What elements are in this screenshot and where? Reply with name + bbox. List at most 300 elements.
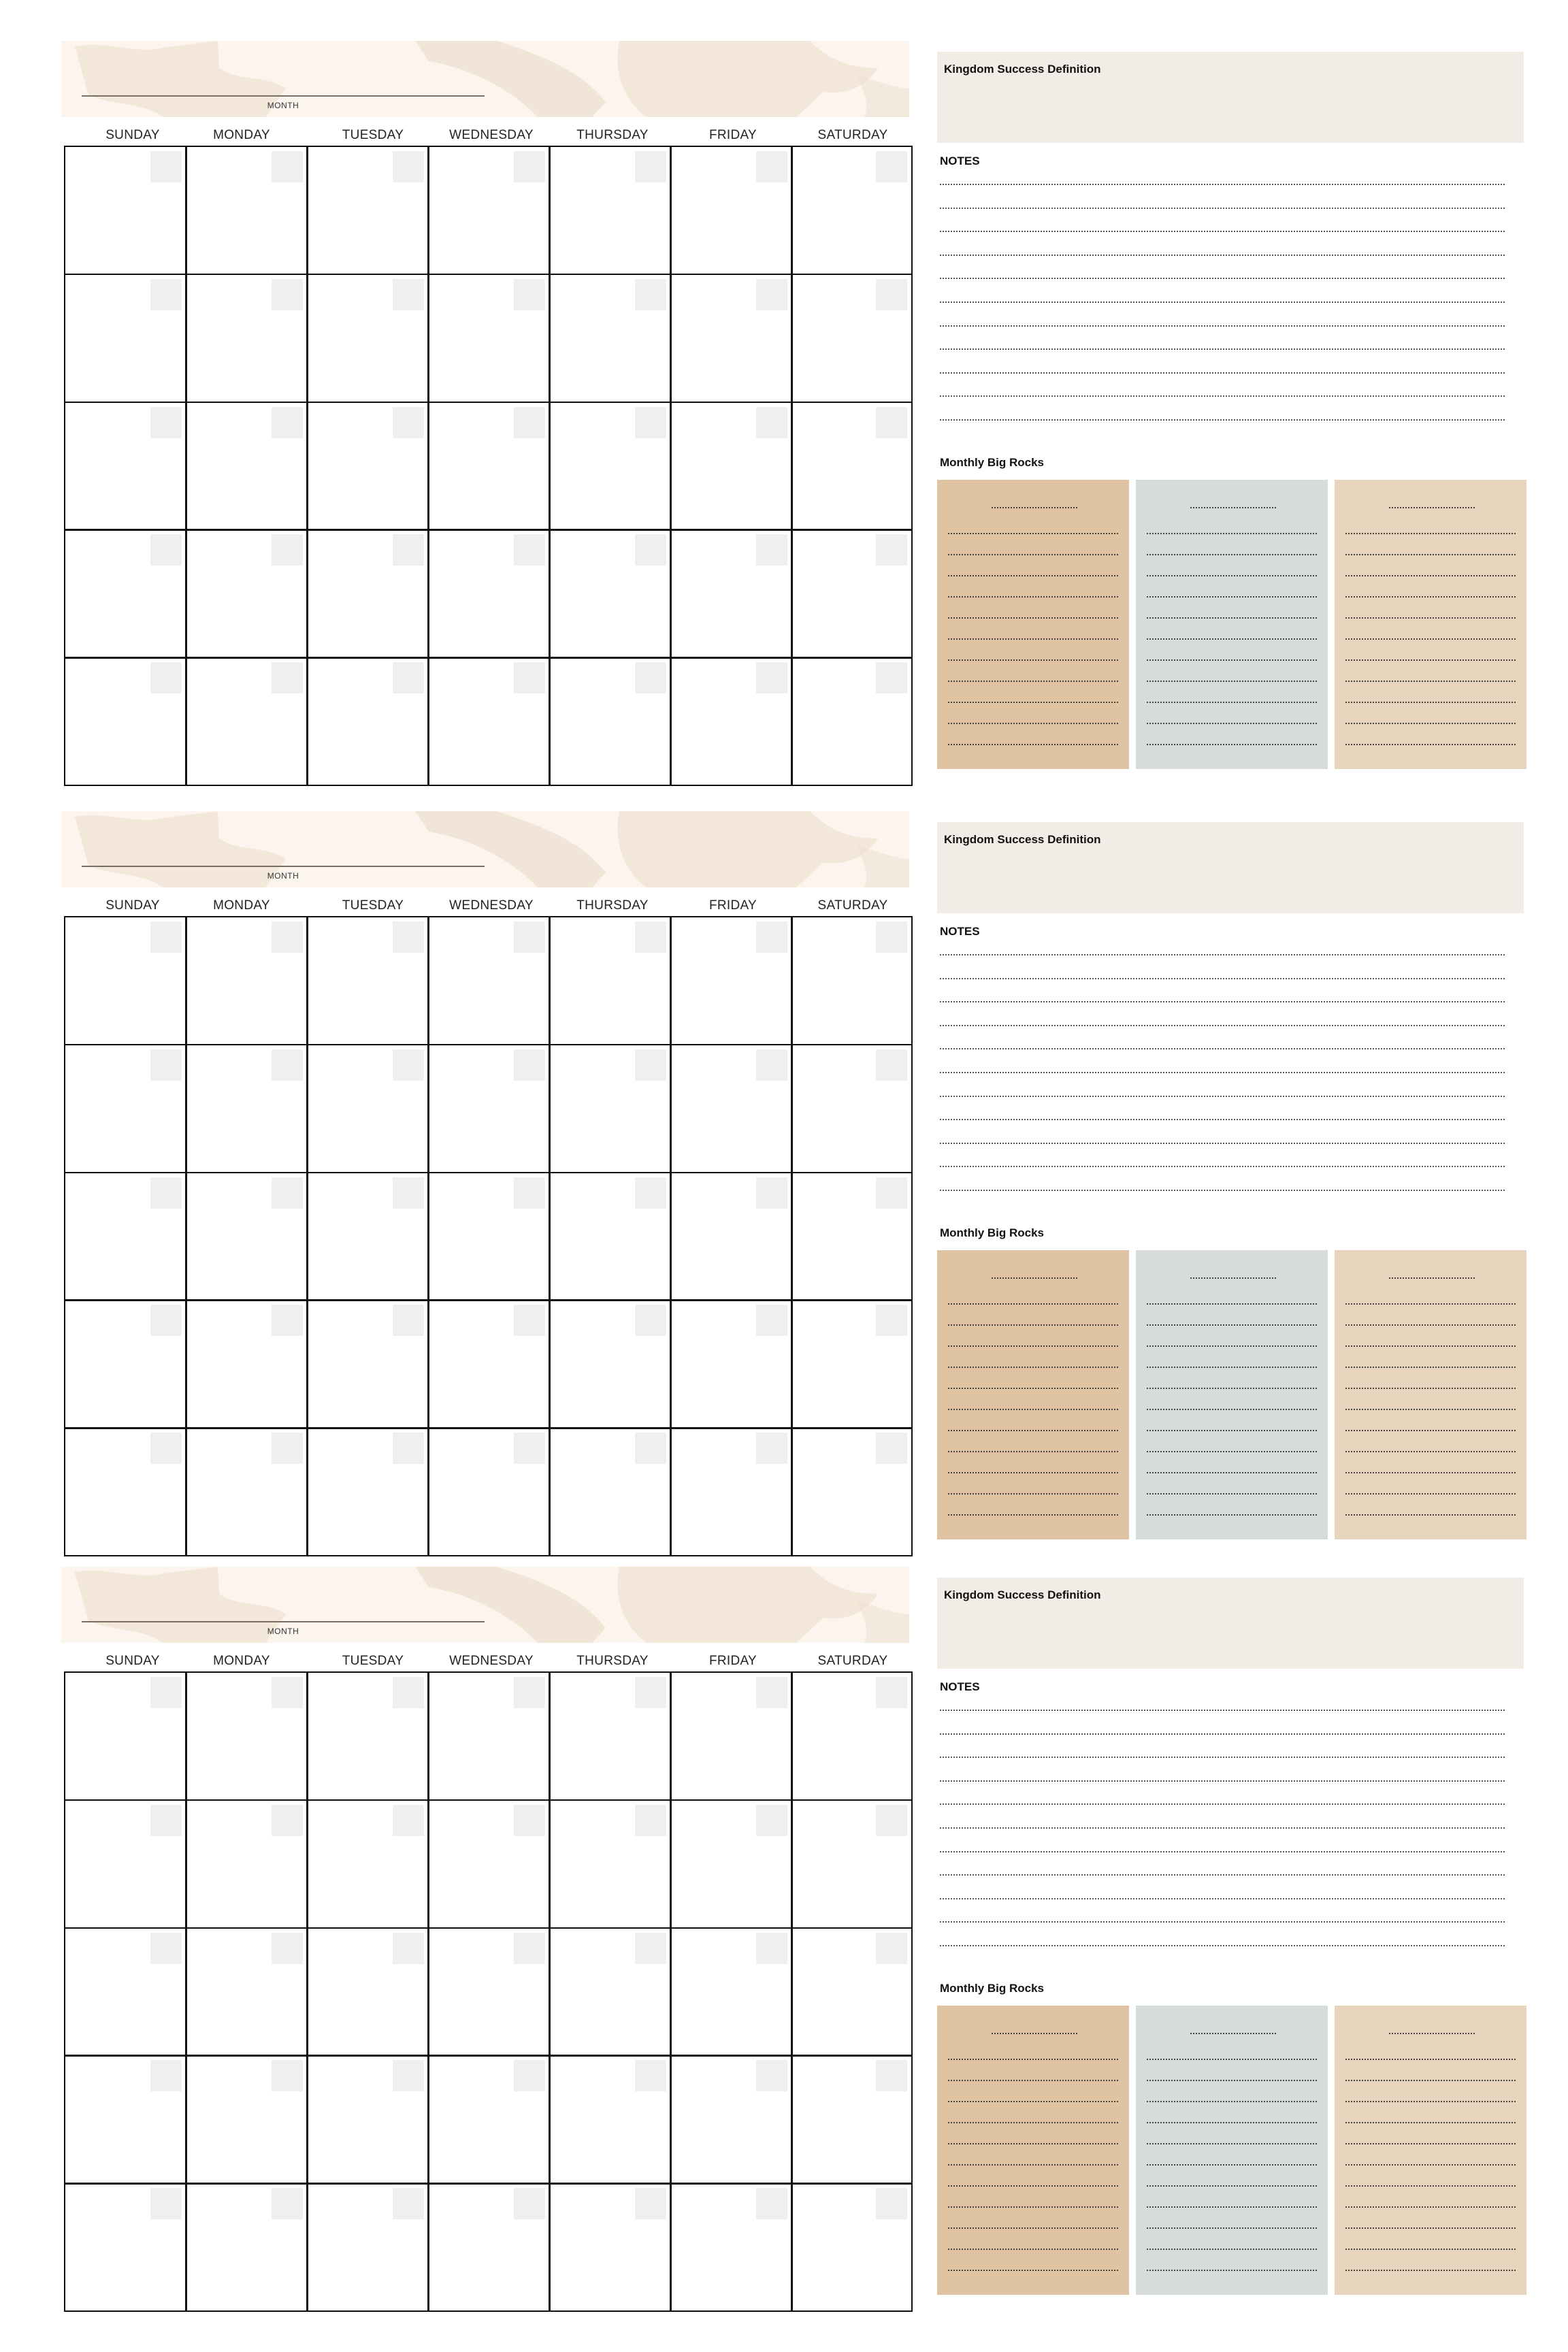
day-cell[interactable] <box>185 1044 308 1173</box>
big-rock-line[interactable] <box>1345 1514 1516 1516</box>
date-number-box[interactable] <box>876 1805 907 1836</box>
big-rock-line[interactable] <box>948 1324 1118 1326</box>
date-number-box[interactable] <box>272 1049 303 1081</box>
day-cell[interactable] <box>64 1927 187 2057</box>
big-rock-line[interactable] <box>1345 1409 1516 1410</box>
date-number-box[interactable] <box>635 1049 666 1081</box>
big-rock-line[interactable] <box>1147 2164 1317 2166</box>
date-number-box[interactable] <box>150 1433 182 1464</box>
notes-line[interactable] <box>940 184 1505 185</box>
date-number-box[interactable] <box>876 2060 907 2091</box>
big-rock-line[interactable] <box>948 2206 1118 2208</box>
big-rock-line[interactable] <box>1147 575 1317 576</box>
date-number-box[interactable] <box>272 921 303 953</box>
date-number-box[interactable] <box>393 1805 424 1836</box>
notes-line[interactable] <box>940 278 1505 279</box>
day-cell[interactable] <box>427 1671 551 1801</box>
date-number-box[interactable] <box>272 1305 303 1336</box>
date-number-box[interactable] <box>514 2060 545 2091</box>
day-cell[interactable] <box>670 146 793 275</box>
day-cell[interactable] <box>670 657 793 786</box>
notes-line[interactable] <box>940 1921 1505 1923</box>
big-rock-line[interactable] <box>1345 2122 1516 2123</box>
date-number-box[interactable] <box>272 1177 303 1209</box>
day-cell[interactable] <box>549 2183 672 2312</box>
day-cell[interactable] <box>427 1299 551 1428</box>
day-cell[interactable] <box>427 657 551 786</box>
day-cell[interactable] <box>791 274 913 403</box>
date-number-box[interactable] <box>514 1305 545 1336</box>
big-rock-line[interactable] <box>948 2270 1118 2271</box>
date-number-box[interactable] <box>635 1177 666 1209</box>
big-rock-line[interactable] <box>948 554 1118 555</box>
notes-line[interactable] <box>940 1025 1505 1026</box>
day-cell[interactable] <box>791 146 913 275</box>
big-rock-line[interactable] <box>1147 617 1317 619</box>
date-number-box[interactable] <box>150 151 182 182</box>
big-rock-line[interactable] <box>948 702 1118 703</box>
big-rock-line[interactable] <box>948 2227 1118 2229</box>
date-number-box[interactable] <box>756 1677 787 1708</box>
big-rock-line[interactable] <box>948 1493 1118 1494</box>
date-number-box[interactable] <box>393 662 424 693</box>
day-cell[interactable] <box>64 1044 187 1173</box>
notes-line[interactable] <box>940 231 1505 232</box>
big-rock-card[interactable] <box>937 1250 1129 1539</box>
date-number-box[interactable] <box>150 1177 182 1209</box>
day-cell[interactable] <box>549 1927 672 2057</box>
big-rock-line[interactable] <box>1147 2249 1317 2250</box>
day-cell[interactable] <box>185 1299 308 1428</box>
day-cell[interactable] <box>670 1927 793 2057</box>
date-number-box[interactable] <box>393 1933 424 1964</box>
notes-line[interactable] <box>940 348 1505 350</box>
day-cell[interactable] <box>791 1172 913 1301</box>
date-number-box[interactable] <box>150 662 182 693</box>
day-cell[interactable] <box>670 1427 793 1556</box>
date-number-box[interactable] <box>635 279 666 310</box>
date-number-box[interactable] <box>150 407 182 438</box>
date-number-box[interactable] <box>635 1805 666 1836</box>
kingdom-success-box[interactable] <box>937 822 1524 913</box>
big-rock-heading-line[interactable] <box>1389 507 1475 508</box>
big-rock-line[interactable] <box>1147 1451 1317 1452</box>
day-cell[interactable] <box>549 1044 672 1173</box>
notes-line[interactable] <box>940 1001 1505 1002</box>
day-cell[interactable] <box>549 916 672 1045</box>
date-number-box[interactable] <box>393 921 424 953</box>
notes-line[interactable] <box>940 1898 1505 1899</box>
big-rock-line[interactable] <box>1147 1472 1317 1473</box>
big-rock-line[interactable] <box>948 1367 1118 1368</box>
notes-line[interactable] <box>940 1851 1505 1852</box>
big-rock-line[interactable] <box>1147 681 1317 682</box>
big-rock-line[interactable] <box>1147 2059 1317 2060</box>
notes-line[interactable] <box>940 419 1505 421</box>
notes-line[interactable] <box>940 1710 1505 1711</box>
big-rock-line[interactable] <box>1147 723 1317 724</box>
date-number-box[interactable] <box>272 1433 303 1464</box>
big-rock-heading-line[interactable] <box>1389 2033 1475 2034</box>
day-cell[interactable] <box>64 1299 187 1428</box>
big-rock-line[interactable] <box>948 1303 1118 1305</box>
big-rock-line[interactable] <box>948 659 1118 661</box>
date-number-box[interactable] <box>876 1177 907 1209</box>
big-rock-line[interactable] <box>1345 2059 1516 2060</box>
date-number-box[interactable] <box>756 151 787 182</box>
big-rock-line[interactable] <box>948 681 1118 682</box>
date-number-box[interactable] <box>150 534 182 566</box>
day-cell[interactable] <box>791 2183 913 2312</box>
notes-line[interactable] <box>940 1733 1505 1735</box>
big-rock-line[interactable] <box>1345 1303 1516 1305</box>
big-rock-card[interactable] <box>1136 480 1328 769</box>
day-cell[interactable] <box>670 402 793 531</box>
date-number-box[interactable] <box>876 1933 907 1964</box>
date-number-box[interactable] <box>514 1677 545 1708</box>
day-cell[interactable] <box>64 657 187 786</box>
day-cell[interactable] <box>549 1172 672 1301</box>
date-number-box[interactable] <box>756 279 787 310</box>
day-cell[interactable] <box>427 1927 551 2057</box>
day-cell[interactable] <box>427 146 551 275</box>
big-rock-heading-line[interactable] <box>992 1277 1077 1279</box>
big-rock-line[interactable] <box>1147 2122 1317 2123</box>
day-cell[interactable] <box>427 529 551 658</box>
day-cell[interactable] <box>670 1044 793 1173</box>
big-rock-line[interactable] <box>1345 2249 1516 2250</box>
notes-line[interactable] <box>940 1803 1505 1805</box>
date-number-box[interactable] <box>876 1677 907 1708</box>
notes-line[interactable] <box>940 1780 1505 1782</box>
big-rock-line[interactable] <box>1147 2101 1317 2102</box>
big-rock-line[interactable] <box>948 723 1118 724</box>
date-number-box[interactable] <box>635 2060 666 2091</box>
notes-line[interactable] <box>940 1119 1505 1120</box>
day-cell[interactable] <box>185 529 308 658</box>
date-number-box[interactable] <box>150 1805 182 1836</box>
date-number-box[interactable] <box>272 151 303 182</box>
day-cell[interactable] <box>670 529 793 658</box>
date-number-box[interactable] <box>756 1177 787 1209</box>
big-rock-line[interactable] <box>1147 2185 1317 2187</box>
big-rock-line[interactable] <box>948 1514 1118 1516</box>
day-cell[interactable] <box>791 657 913 786</box>
notes-line[interactable] <box>940 208 1505 209</box>
day-cell[interactable] <box>427 1799 551 1929</box>
big-rock-line[interactable] <box>1345 681 1516 682</box>
date-number-box[interactable] <box>756 1805 787 1836</box>
date-number-box[interactable] <box>150 279 182 310</box>
big-rock-line[interactable] <box>948 596 1118 598</box>
day-cell[interactable] <box>306 916 429 1045</box>
day-cell[interactable] <box>427 1172 551 1301</box>
date-number-box[interactable] <box>393 279 424 310</box>
day-cell[interactable] <box>791 1044 913 1173</box>
big-rock-line[interactable] <box>948 617 1118 619</box>
day-cell[interactable] <box>306 1671 429 1801</box>
day-cell[interactable] <box>306 1044 429 1173</box>
notes-line[interactable] <box>940 1166 1505 1167</box>
notes-line[interactable] <box>940 1048 1505 1049</box>
big-rock-line[interactable] <box>1345 1324 1516 1326</box>
day-cell[interactable] <box>549 1799 672 1929</box>
day-cell[interactable] <box>185 2055 308 2184</box>
big-rock-line[interactable] <box>1345 2185 1516 2187</box>
day-cell[interactable] <box>549 1671 672 1801</box>
date-number-box[interactable] <box>756 407 787 438</box>
day-cell[interactable] <box>791 1299 913 1428</box>
big-rock-line[interactable] <box>1147 2270 1317 2271</box>
big-rock-line[interactable] <box>1147 1345 1317 1347</box>
date-number-box[interactable] <box>393 1177 424 1209</box>
day-cell[interactable] <box>670 274 793 403</box>
kingdom-success-box[interactable] <box>937 52 1524 143</box>
day-cell[interactable] <box>549 2055 672 2184</box>
day-cell[interactable] <box>549 146 672 275</box>
date-number-box[interactable] <box>272 662 303 693</box>
big-rock-line[interactable] <box>1147 1388 1317 1389</box>
big-rock-line[interactable] <box>1147 554 1317 555</box>
big-rock-line[interactable] <box>1147 2206 1317 2208</box>
day-cell[interactable] <box>185 1172 308 1301</box>
date-number-box[interactable] <box>393 1049 424 1081</box>
notes-line[interactable] <box>940 301 1505 303</box>
date-number-box[interactable] <box>635 2188 666 2219</box>
day-cell[interactable] <box>306 1427 429 1556</box>
day-cell[interactable] <box>791 1799 913 1929</box>
date-number-box[interactable] <box>635 662 666 693</box>
date-number-box[interactable] <box>514 1433 545 1464</box>
notes-line[interactable] <box>940 1143 1505 1144</box>
date-number-box[interactable] <box>150 2060 182 2091</box>
big-rock-line[interactable] <box>948 744 1118 745</box>
big-rock-line[interactable] <box>1345 638 1516 640</box>
date-number-box[interactable] <box>876 407 907 438</box>
date-number-box[interactable] <box>150 1677 182 1708</box>
month-write-line[interactable] <box>82 866 485 867</box>
notes-line[interactable] <box>940 978 1505 979</box>
month-write-line[interactable] <box>82 1621 485 1622</box>
day-cell[interactable] <box>306 1799 429 1929</box>
day-cell[interactable] <box>306 1927 429 2057</box>
big-rock-line[interactable] <box>1147 702 1317 703</box>
big-rock-line[interactable] <box>1147 1409 1317 1410</box>
big-rock-line[interactable] <box>948 1409 1118 1410</box>
big-rock-card[interactable] <box>1136 1250 1328 1539</box>
big-rock-line[interactable] <box>1345 1388 1516 1389</box>
big-rock-line[interactable] <box>948 2164 1118 2166</box>
big-rock-line[interactable] <box>1345 2227 1516 2229</box>
notes-line[interactable] <box>940 1096 1505 1097</box>
date-number-box[interactable] <box>756 921 787 953</box>
big-rock-line[interactable] <box>1345 2101 1516 2102</box>
day-cell[interactable] <box>791 2055 913 2184</box>
day-cell[interactable] <box>64 2183 187 2312</box>
big-rock-line[interactable] <box>1147 1324 1317 1326</box>
big-rock-card[interactable] <box>1335 480 1526 769</box>
date-number-box[interactable] <box>756 534 787 566</box>
big-rock-line[interactable] <box>1345 554 1516 555</box>
date-number-box[interactable] <box>876 534 907 566</box>
big-rock-line[interactable] <box>948 2122 1118 2123</box>
big-rock-line[interactable] <box>1345 1451 1516 1452</box>
day-cell[interactable] <box>64 1799 187 1929</box>
date-number-box[interactable] <box>393 151 424 182</box>
day-cell[interactable] <box>670 1172 793 1301</box>
big-rock-line[interactable] <box>948 1472 1118 1473</box>
day-cell[interactable] <box>64 916 187 1045</box>
date-number-box[interactable] <box>514 662 545 693</box>
day-cell[interactable] <box>185 657 308 786</box>
day-cell[interactable] <box>670 916 793 1045</box>
day-cell[interactable] <box>791 529 913 658</box>
day-cell[interactable] <box>185 1799 308 1929</box>
big-rock-line[interactable] <box>948 1345 1118 1347</box>
notes-line[interactable] <box>940 255 1505 256</box>
date-number-box[interactable] <box>756 662 787 693</box>
day-cell[interactable] <box>670 1671 793 1801</box>
notes-line[interactable] <box>940 1945 1505 1946</box>
date-number-box[interactable] <box>514 279 545 310</box>
date-number-box[interactable] <box>876 151 907 182</box>
big-rock-line[interactable] <box>1147 2080 1317 2081</box>
notes-line[interactable] <box>940 325 1505 327</box>
day-cell[interactable] <box>549 529 672 658</box>
big-rock-line[interactable] <box>948 2059 1118 2060</box>
date-number-box[interactable] <box>150 1305 182 1336</box>
big-rock-line[interactable] <box>1147 1493 1317 1494</box>
notes-line[interactable] <box>940 1874 1505 1876</box>
date-number-box[interactable] <box>272 534 303 566</box>
big-rock-heading-line[interactable] <box>992 507 1077 508</box>
big-rock-line[interactable] <box>1345 596 1516 598</box>
day-cell[interactable] <box>549 274 672 403</box>
day-cell[interactable] <box>185 2183 308 2312</box>
big-rock-line[interactable] <box>1147 2143 1317 2144</box>
big-rock-heading-line[interactable] <box>1190 2033 1276 2034</box>
day-cell[interactable] <box>427 2183 551 2312</box>
big-rock-line[interactable] <box>948 2185 1118 2187</box>
big-rock-heading-line[interactable] <box>1190 507 1276 508</box>
day-cell[interactable] <box>670 2183 793 2312</box>
day-cell[interactable] <box>306 2055 429 2184</box>
big-rock-line[interactable] <box>1345 1430 1516 1431</box>
big-rock-line[interactable] <box>948 533 1118 534</box>
day-cell[interactable] <box>185 1671 308 1801</box>
date-number-box[interactable] <box>635 1933 666 1964</box>
day-cell[interactable] <box>549 402 672 531</box>
big-rock-card[interactable] <box>937 480 1129 769</box>
date-number-box[interactable] <box>272 1933 303 1964</box>
big-rock-line[interactable] <box>1147 2227 1317 2229</box>
day-cell[interactable] <box>185 1927 308 2057</box>
big-rock-heading-line[interactable] <box>992 2033 1077 2034</box>
day-cell[interactable] <box>427 1427 551 1556</box>
date-number-box[interactable] <box>150 2188 182 2219</box>
big-rock-line[interactable] <box>948 2249 1118 2250</box>
day-cell[interactable] <box>427 916 551 1045</box>
date-number-box[interactable] <box>635 921 666 953</box>
month-write-line[interactable] <box>82 95 485 97</box>
day-cell[interactable] <box>64 146 187 275</box>
date-number-box[interactable] <box>272 1677 303 1708</box>
date-number-box[interactable] <box>393 2188 424 2219</box>
notes-line[interactable] <box>940 1827 1505 1829</box>
day-cell[interactable] <box>791 916 913 1045</box>
day-cell[interactable] <box>306 529 429 658</box>
big-rock-line[interactable] <box>1147 638 1317 640</box>
day-cell[interactable] <box>549 1299 672 1428</box>
big-rock-line[interactable] <box>1345 659 1516 661</box>
big-rock-card[interactable] <box>937 2006 1129 2295</box>
day-cell[interactable] <box>64 402 187 531</box>
date-number-box[interactable] <box>514 1049 545 1081</box>
day-cell[interactable] <box>791 402 913 531</box>
big-rock-line[interactable] <box>1345 575 1516 576</box>
date-number-box[interactable] <box>514 1933 545 1964</box>
big-rock-line[interactable] <box>1345 723 1516 724</box>
date-number-box[interactable] <box>514 921 545 953</box>
date-number-box[interactable] <box>756 1433 787 1464</box>
big-rock-line[interactable] <box>1345 1345 1516 1347</box>
notes-line[interactable] <box>940 1072 1505 1073</box>
date-number-box[interactable] <box>514 534 545 566</box>
day-cell[interactable] <box>670 1299 793 1428</box>
date-number-box[interactable] <box>635 1433 666 1464</box>
day-cell[interactable] <box>427 402 551 531</box>
date-number-box[interactable] <box>635 1305 666 1336</box>
day-cell[interactable] <box>306 146 429 275</box>
day-cell[interactable] <box>427 2055 551 2184</box>
day-cell[interactable] <box>306 1299 429 1428</box>
big-rock-card[interactable] <box>1136 2006 1328 2295</box>
day-cell[interactable] <box>427 274 551 403</box>
date-number-box[interactable] <box>756 1933 787 1964</box>
day-cell[interactable] <box>791 1671 913 1801</box>
big-rock-line[interactable] <box>1147 1430 1317 1431</box>
day-cell[interactable] <box>185 916 308 1045</box>
day-cell[interactable] <box>306 2183 429 2312</box>
notes-line[interactable] <box>940 1757 1505 1758</box>
date-number-box[interactable] <box>272 279 303 310</box>
big-rock-line[interactable] <box>948 1430 1118 1431</box>
date-number-box[interactable] <box>393 1677 424 1708</box>
big-rock-line[interactable] <box>1147 659 1317 661</box>
date-number-box[interactable] <box>756 2188 787 2219</box>
big-rock-line[interactable] <box>1345 2143 1516 2144</box>
big-rock-line[interactable] <box>1345 2270 1516 2271</box>
big-rock-line[interactable] <box>948 1451 1118 1452</box>
big-rock-line[interactable] <box>1147 533 1317 534</box>
day-cell[interactable] <box>64 1427 187 1556</box>
big-rock-line[interactable] <box>1147 1514 1317 1516</box>
big-rock-heading-line[interactable] <box>1389 1277 1475 1279</box>
day-cell[interactable] <box>549 1427 672 1556</box>
day-cell[interactable] <box>791 1927 913 2057</box>
day-cell[interactable] <box>427 1044 551 1173</box>
date-number-box[interactable] <box>514 151 545 182</box>
big-rock-line[interactable] <box>948 1388 1118 1389</box>
date-number-box[interactable] <box>272 2060 303 2091</box>
big-rock-line[interactable] <box>948 2101 1118 2102</box>
date-number-box[interactable] <box>635 1677 666 1708</box>
date-number-box[interactable] <box>876 2188 907 2219</box>
date-number-box[interactable] <box>756 1305 787 1336</box>
big-rock-line[interactable] <box>1345 1472 1516 1473</box>
big-rock-line[interactable] <box>1345 1493 1516 1494</box>
date-number-box[interactable] <box>514 2188 545 2219</box>
